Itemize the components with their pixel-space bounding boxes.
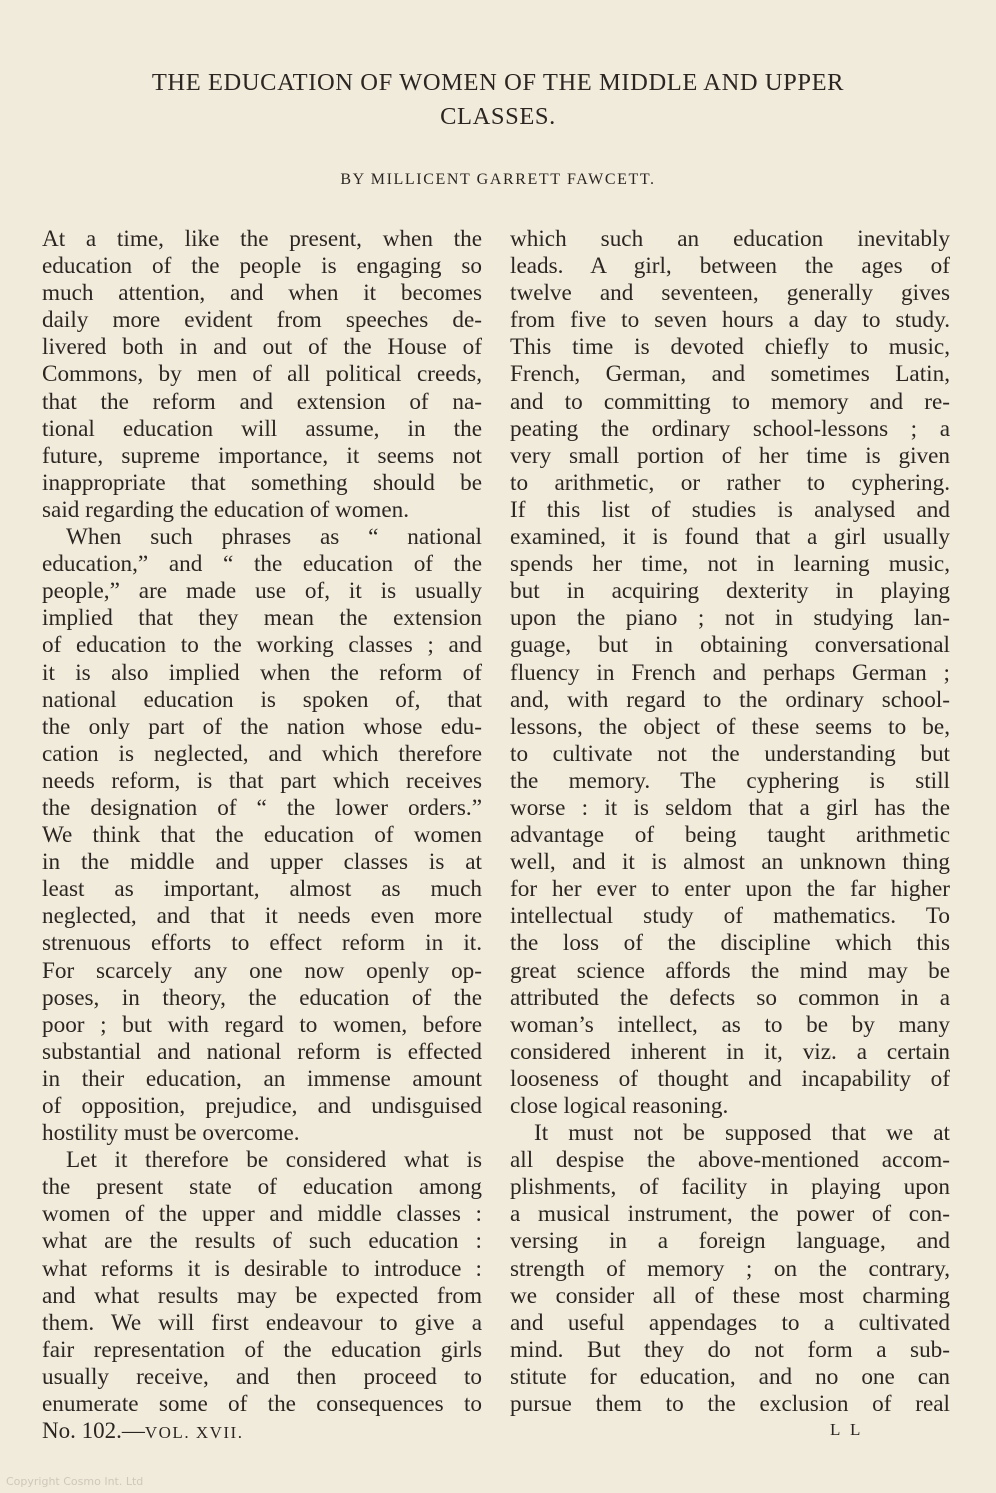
text-line: poses, in theory, the education of the <box>42 984 482 1011</box>
text-line: the memory. The cyphering is still <box>510 767 950 794</box>
text-line: This time is devoted chiefly to music, <box>510 334 950 361</box>
text-line: poor ; but with regard to women, before <box>42 1011 482 1038</box>
text-line: it is also implied when the reform of <box>42 659 482 686</box>
text-line: much attention, and when it becomes <box>42 280 482 307</box>
issue-no: No. 102.— <box>42 1418 145 1443</box>
text-line: which such an education inevitably <box>510 226 950 252</box>
left-column <box>42 226 482 1418</box>
text-line: the present state of education among <box>42 1174 482 1201</box>
text-line: versing in a foreign language, and <box>510 1228 950 1255</box>
text-line: the loss of the discipline which this <box>510 930 950 957</box>
title-line-2: CLASSES. <box>440 103 556 130</box>
issue-volume: VOL. XVII. <box>144 1423 244 1442</box>
text-line: fair representation of the education girls <box>42 1336 482 1363</box>
text-line: intellectual study of mathematics. To <box>510 903 950 930</box>
text-line: and what results may be expected from <box>42 1282 482 1309</box>
text-line: worse : it is seldom that a girl has the <box>510 794 950 821</box>
text-line: fluency in French and perhaps German ; <box>510 659 950 686</box>
text-line: well, and it is almost an unknown thing <box>510 849 950 876</box>
text-line: for her ever to enter upon the far higher <box>510 876 950 903</box>
text-line: For scarcely any one now openly op- <box>42 957 482 984</box>
text-line: peating the ordinary school-lessons ; a <box>510 415 950 442</box>
article-title <box>40 66 956 134</box>
text-line: At a time, like the present, when the <box>42 226 482 252</box>
text-line: great science affords the mind may be <box>510 957 950 984</box>
text-line: and, with regard to the ordinary school- <box>510 686 950 713</box>
text-line: implied that they mean the extension <box>42 605 482 632</box>
author-byline: BY MILLICENT GARRETT FAWCETT. <box>340 171 656 188</box>
text-line: strenuous efforts to effect reform in it. <box>42 930 482 957</box>
text-line: lessons, the object of these seems to be, <box>510 713 950 740</box>
text-line: close logical reasoning. <box>510 1093 729 1119</box>
text-line: examined, it is found that a girl usually <box>510 524 950 551</box>
text-line: a musical instrument, the power of con- <box>510 1201 950 1228</box>
text-line: When such phrases as “ national <box>66 524 482 551</box>
title-line-1: THE EDUCATION OF WOMEN OF THE MIDDLE AND UPPER <box>151 69 845 96</box>
text-line: in the middle and upper classes is at <box>42 849 482 876</box>
text-line: to cultivate not the understanding but <box>510 740 950 767</box>
text-line: the only part of the nation whose edu- <box>42 713 482 740</box>
text-line: neglected, and that it needs even more <box>42 903 482 930</box>
text-line: livered both in and out of the House of <box>42 334 482 361</box>
text-line: advantage of being taught arithmetic <box>510 822 950 849</box>
text-line: from five to seven hours a day to study. <box>510 307 950 334</box>
text-line: inappropriate that something should be <box>42 469 482 496</box>
text-line: stitute for education, and no one can <box>510 1363 950 1390</box>
text-line: what are the results of such education : <box>42 1228 482 1255</box>
text-line: of opposition, prejudice, and undisguised <box>42 1093 482 1119</box>
text-line: We think that the education of women <box>42 822 482 849</box>
text-line: looseness of thought and incapability of <box>510 1065 950 1092</box>
text-line: that the reform and extension of na- <box>42 388 482 415</box>
text-line: pursue them to the exclusion of real <box>510 1391 950 1418</box>
text-line: French, German, and sometimes Latin, <box>510 361 950 388</box>
text-line: spends her time, not in learning music, <box>510 551 950 578</box>
text-line: mind. But they do not form a sub- <box>510 1336 950 1363</box>
text-line: the designation of “ the lower orders.” <box>42 794 482 821</box>
text-line: daily more evident from speeches de- <box>42 307 482 334</box>
text-line: guage, but in obtaining conversational <box>510 632 950 659</box>
text-line: least as important, almost as much <box>42 876 482 903</box>
signature-mark: L L <box>830 1420 864 1439</box>
text-line: and useful appendages to a cultivated <box>510 1309 950 1336</box>
text-line: strength of memory ; on the contrary, <box>510 1255 950 1282</box>
text-line: them. We will first endeavour to give a <box>42 1309 482 1336</box>
text-line: substantial and national reform is effected <box>42 1038 482 1065</box>
text-line: Commons, by men of all political creeds, <box>42 361 482 388</box>
text-line: upon the piano ; not in studying lan- <box>510 605 950 632</box>
text-line: education of the people is engaging so <box>42 253 482 280</box>
text-line: to arithmetic, or rather to cyphering. <box>510 469 950 496</box>
text-line: leads. A girl, between the ages of <box>510 253 950 280</box>
text-line: It must not be supposed that we at <box>534 1120 950 1147</box>
text-line: said regarding the education of women. <box>42 496 410 523</box>
text-line: what reforms it is desirable to introduce : <box>42 1255 482 1282</box>
text-line: women of the upper and middle classes : <box>42 1201 482 1228</box>
text-line: future, supreme importance, it seems not <box>42 442 482 469</box>
text-line: If this list of studies is analysed and <box>510 496 950 523</box>
text-line: and to committing to memory and re- <box>510 388 950 415</box>
text-line: plishments, of facility in playing upon <box>510 1174 950 1201</box>
text-line: considered inherent in it, viz. a certain <box>510 1038 950 1065</box>
copyright-watermark: Copyright Cosmo Int. Ltd <box>6 1475 144 1488</box>
text-line: but in acquiring dexterity in playing <box>510 578 950 605</box>
text-line: we consider all of these most charming <box>510 1282 950 1309</box>
text-line: all despise the above-mentioned accom- <box>510 1147 950 1174</box>
text-line: tional education will assume, in the <box>42 415 482 442</box>
text-line: attributed the defects so common in a <box>510 984 950 1011</box>
text-line: cation is neglected, and which therefore <box>42 740 482 767</box>
text-line: in their education, an immense amount <box>42 1065 482 1092</box>
text-line: woman’s intellect, as to be by many <box>510 1011 950 1038</box>
text-line: education,” and “ the education of the <box>42 551 482 578</box>
text-line: usually receive, and then proceed to <box>42 1363 482 1390</box>
text-line: twelve and seventeen, generally gives <box>510 280 950 307</box>
text-line: people,” are made use of, it is usually <box>42 578 482 605</box>
text-line: national education is spoken of, that <box>42 686 482 713</box>
text-line: hostility must be overcome. <box>42 1120 300 1147</box>
text-line: of education to the working classes ; and <box>42 632 482 659</box>
text-line: very small portion of her time is given <box>510 442 950 469</box>
text-line: Let it therefore be considered what is <box>66 1147 482 1174</box>
text-line: needs reform, is that part which receives <box>42 767 482 794</box>
issue-number <box>42 1418 243 1444</box>
right-column <box>510 226 950 1418</box>
text-line: enumerate some of the consequences to <box>42 1391 482 1418</box>
